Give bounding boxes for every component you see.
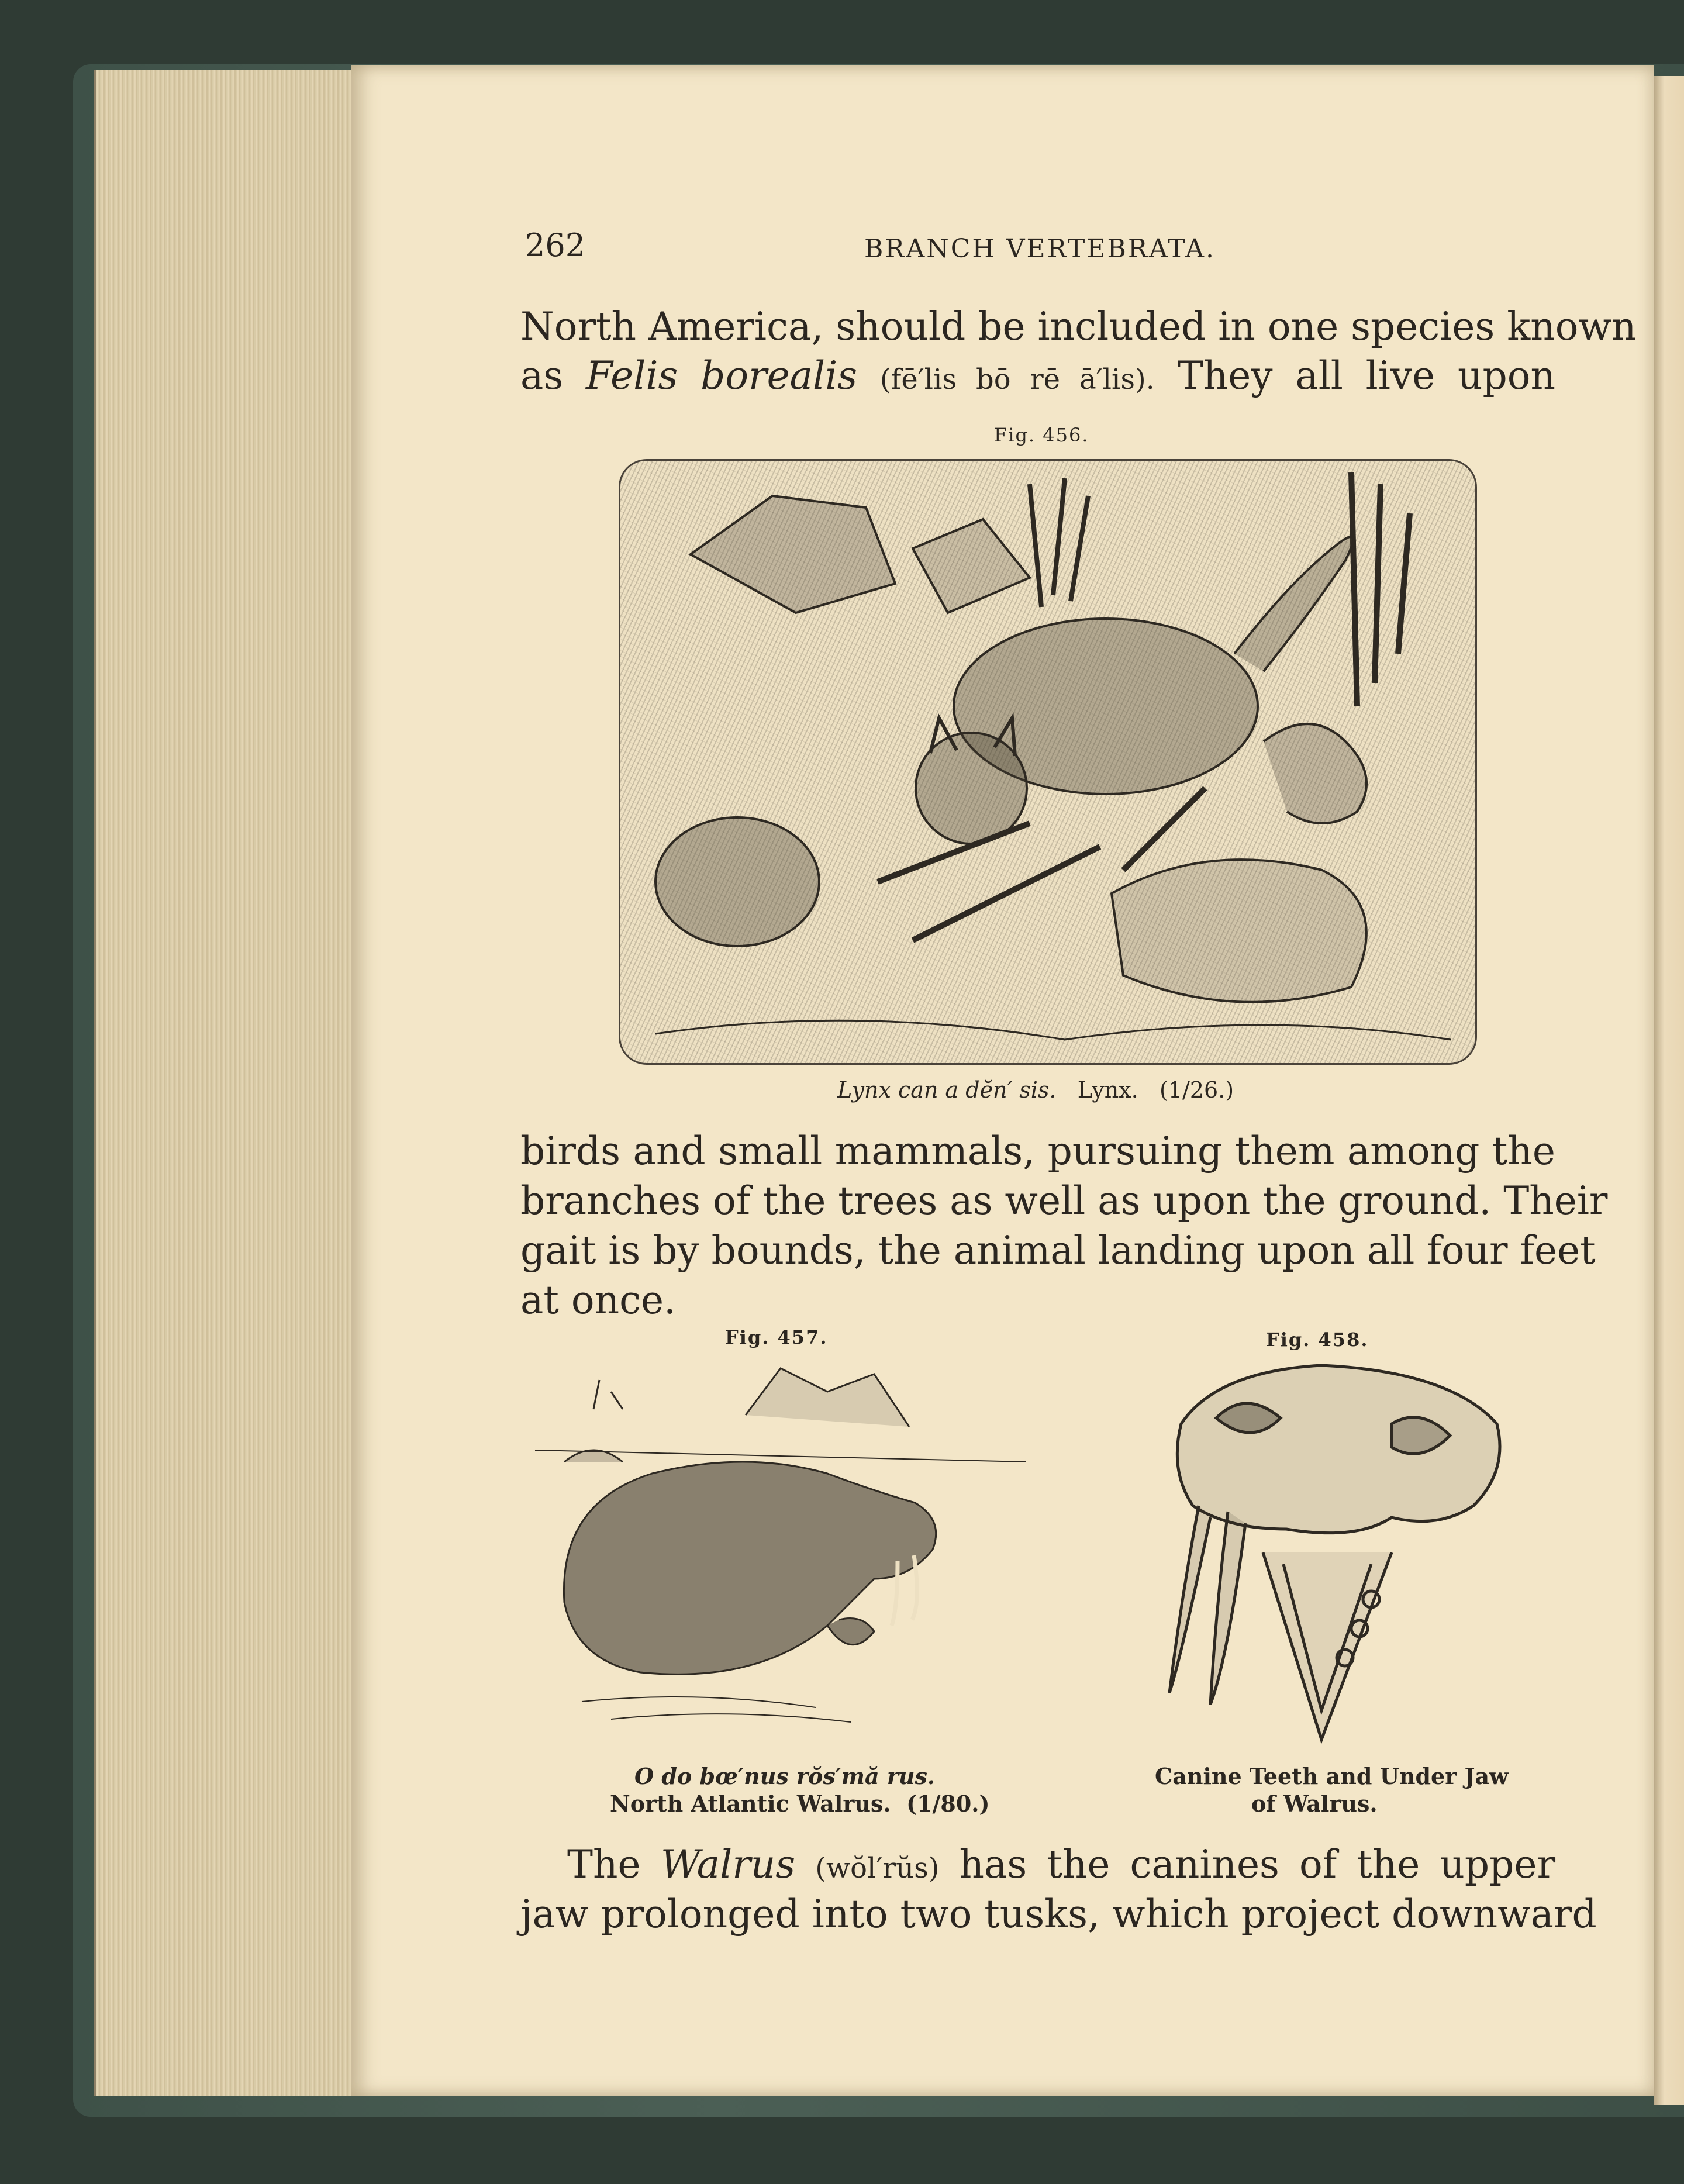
taxon-name: Felis borealis (585, 353, 858, 398)
figure-457-caption-line-1 (634, 1763, 935, 1789)
paragraph-1-line-2 (520, 353, 1555, 398)
walrus-illustration (523, 1357, 1026, 1731)
text: The (567, 1842, 641, 1887)
figure-458-label: Fig. 458. (1266, 1329, 1369, 1351)
text: They all live upon (1177, 353, 1556, 398)
common-name: Lynx. (1077, 1077, 1138, 1103)
taxon-name: Walrus (660, 1842, 796, 1887)
facing-page-edge (1654, 76, 1684, 2105)
pronunciation: (fē′lis bō rē ā′lis). (879, 363, 1155, 396)
paragraph-2-line-3: gait is by bounds, the animal landing upon all four feet (520, 1228, 1596, 1273)
figure-457-caption-line-2 (610, 1790, 989, 1817)
walrus-skull-engraving (1146, 1354, 1520, 1763)
scale: (1/26.) (1160, 1077, 1234, 1103)
figure-456-caption (837, 1077, 1234, 1103)
text: as (520, 353, 564, 398)
running-head: BRANCH VERTEBRATA. (864, 234, 1216, 264)
figure-458-caption-line-1: Canine Teeth and Under Jaw (1155, 1763, 1509, 1789)
common-name: North Atlantic Walrus. (610, 1790, 891, 1817)
walrus-skull-illustration (1146, 1354, 1520, 1763)
scientific-name: Lynx can a dĕn′ sis. (837, 1077, 1057, 1103)
paragraph-2-line-1: birds and small mammals, pursuing them among the (520, 1129, 1555, 1174)
pronunciation: (wŏl′rŭs) (815, 1852, 940, 1885)
walrus-engraving (523, 1357, 1026, 1731)
paragraph-2-line-2: branches of the trees as well as upon the ground. Their (520, 1178, 1608, 1223)
lynx-engraving (619, 459, 1477, 1065)
paragraph-3-line-2: jaw prolonged into two tusks, which project downward (520, 1892, 1597, 1937)
scale: (1/80.) (906, 1790, 990, 1817)
figure-456-label: Fig. 456. (994, 424, 1089, 446)
text: has the canines of the upper (959, 1842, 1556, 1887)
page-edges (94, 70, 360, 2096)
figure-457-label: Fig. 457. (725, 1326, 828, 1348)
figure-458-caption-line-2: of Walrus. (1251, 1790, 1378, 1817)
lynx-illustration (620, 461, 1475, 1063)
paragraph-1-line-1: North America, should be included in one species known (520, 304, 1637, 349)
scientific-name: O do bœ′nus rŏs′mă rus. (634, 1763, 936, 1789)
page-number: 262 (525, 227, 586, 264)
paragraph-2-line-4: at once. (520, 1278, 677, 1323)
paragraph-3-line-1 (567, 1842, 1555, 1887)
